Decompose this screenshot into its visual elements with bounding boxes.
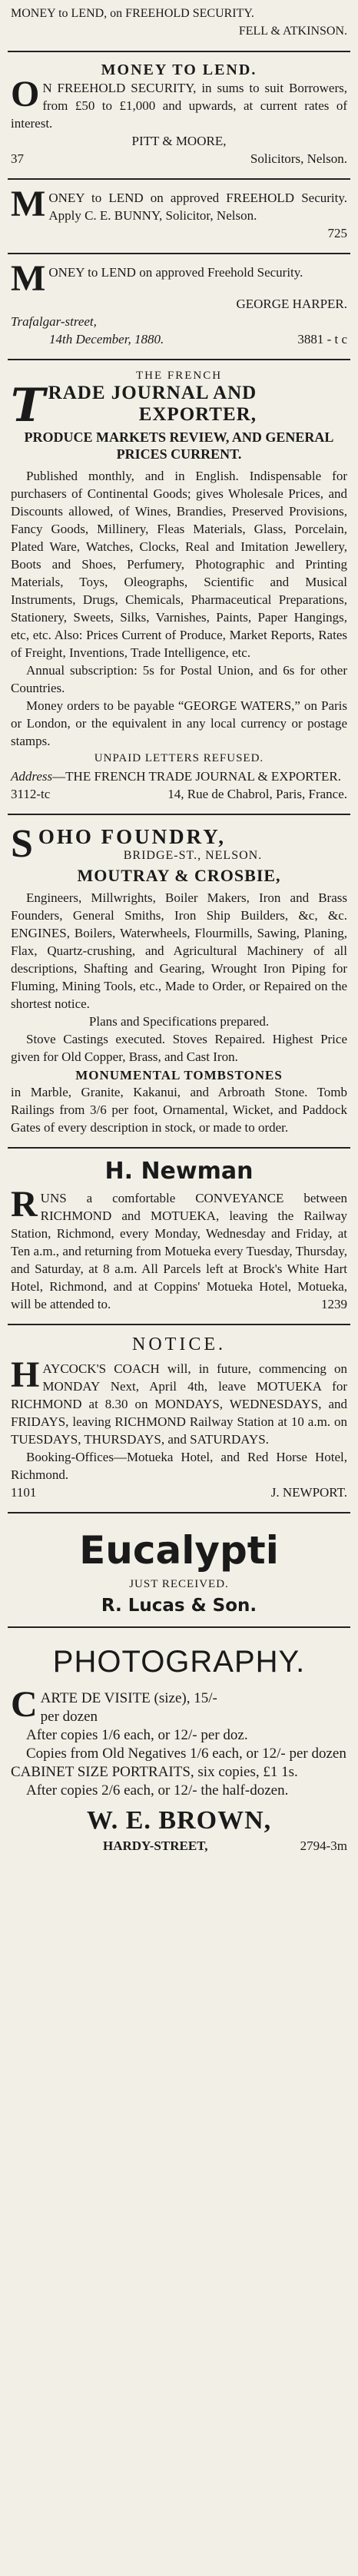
drop-cap: S (11, 821, 35, 866)
divider (8, 51, 350, 52)
ad-soho-street: BRIDGE-ST., NELSON. (123, 848, 263, 862)
ad-soho-title: OHO FOUNDRY, (38, 824, 226, 848)
ad-french-address: —THE FRENCH TRADE JOURNAL & EXPORTER. (52, 768, 341, 784)
divider (8, 1324, 350, 1325)
ad-eucalypti-received: JUST RECEIVED. (129, 1577, 229, 1590)
ad-fell-text: MONEY to LEND, on FREEHOLD SECURITY. (11, 7, 254, 20)
ad-french-refused: UNPAID LETTERS REFUSED. (94, 751, 264, 764)
divider (8, 1626, 350, 1628)
ad-ref-number: 37 (11, 151, 24, 166)
divider (8, 814, 350, 815)
ad-french-subtitle: PRODUCE MARKETS REVIEW, AND GENERAL PRICES CURRENT. (24, 429, 334, 462)
ad-french-trade-journal (8, 363, 350, 811)
ad-photo-name: W. E. BROWN, (86, 1805, 272, 1835)
ad-soho-firm: MOUTRAY & CROSBIE, (77, 865, 281, 885)
ad-ref-number: 1101 (11, 1484, 37, 1500)
drop-cap: R (11, 1183, 38, 1225)
ad-soho-tomb: in Marble, Granite, Kakanui, and Arbroath Stone. Tomb Railings from 3/6 per foot, Ornamental, Wicket, and Paddock Gates of every description in stock, or made to order. (11, 1084, 347, 1135)
ad-haycock-offices: Booking-Offices—Motueka Hotel, and Red Horse Hotel, Richmond. (11, 1449, 347, 1482)
ad-ref-number: 1239 (321, 1296, 347, 1311)
ad-french-title1: RADE JOURNAL AND (48, 382, 257, 403)
drop-cap: H (11, 1354, 40, 1395)
divider (8, 359, 350, 360)
ad-eucalypti-firm: R. Lucas & Son. (101, 1595, 257, 1616)
ad-french-kicker: THE FRENCH (135, 369, 223, 382)
ad-soho-tomb-heading: MONUMENTAL TOMBSTONES (75, 1067, 283, 1082)
ad-pitt-role: Solicitors, Nelson. (250, 151, 347, 166)
ad-photo-line2: After copies 1/6 each, or 12/- per doz. (26, 1726, 248, 1743)
ad-haycock-body: AYCOCK'S COACH will, in future, commencing on MONDAY Next, April 4th, leave MOTUEKA for RICHMOND at 8.30 on MONDAYS, WEDNESDAYS, and FRIDAYS, leaving RICHMOND Railway Station at 10 a.m. on TUESDAYS, THURSDAYS, and SATURDAYS. (11, 1361, 347, 1447)
ad-photo-line1a: ARTE DE VISITE (size), 15/- (40, 1689, 217, 1706)
ad-soho-plans: Plans and Specifications prepared. (88, 1013, 270, 1029)
ad-soho-foundry (8, 818, 350, 1144)
divider (8, 253, 350, 254)
drop-cap: O (11, 74, 40, 114)
ad-ref-number: 3881 - t c (297, 331, 347, 346)
ad-fell-atkinson (8, 5, 350, 48)
ad-pitt-moore (8, 55, 350, 175)
newspaper-column (8, 0, 350, 1862)
ad-soho-stove: Stove Castings executed. Stoves Repaired. Highest Price given for Old Copper, Brass, and Cast Iron. (11, 1031, 347, 1064)
ad-pitt-heading: MONEY TO LEND. (101, 61, 257, 78)
ad-french-address-label: Address (11, 768, 53, 784)
ad-ref-number: 725 (327, 226, 347, 240)
drop-cap: M (11, 184, 46, 224)
ad-harper-date: 14th December, 1880. (49, 331, 164, 346)
ad-photo-after: After copies 2/6 each, or 12/- the half-dozen. (26, 1782, 289, 1799)
ad-newman-title: H. Newman (104, 1157, 254, 1185)
ad-haycock-notice: NOTICE. (132, 1334, 226, 1354)
ad-ref-number: 2794-3m (300, 1838, 347, 1853)
ad-french-body: Published monthly, and in English. Indispensable for purchasers of Continental Goods; gives Wholesale Prices, and Discounts allowed, of Wines, Brandies, Preserved Provisions, Fancy Goods, Millinery, Fleas Materials, Glass, Porcelain, Plated Ware, Watches, Clocks, Real and Imitation Jewellery, Boots and Shoes, Perfumery, Photographic and Printing Materials, Toys, Oleographs, Scientific and Musical Instruments, Drugs, Chemicals, Pharmaceutical Preparations, Stationery, Sweets, Silks, Varnishes, Paints, Paper Hangings, etc, etc. Also: Prices Current of Produce, Market Reports, Rates of Freight, Inventions, Trade Intelligence, etc. (11, 468, 347, 660)
ad-ref-number: 3112-tc (11, 786, 51, 801)
ad-bunny-body: ONEY to LEND on approved FREEHOLD Security. Apply C. E. BUNNY, Solicitor, Nelson. (48, 191, 347, 223)
ad-photo-line1b: per dozen (40, 1708, 98, 1725)
ad-harper-name: GEORGE HARPER. (236, 296, 347, 311)
ad-haycock-name: J. NEWPORT. (270, 1484, 347, 1500)
ad-photo-street: HARDY-STREET, (103, 1838, 208, 1853)
ad-harper-street: Trafalgar-street, (11, 313, 97, 329)
ad-pitt-names: PITT & MOORE, (131, 134, 227, 148)
drop-cap: C (11, 1683, 38, 1725)
ad-newman (8, 1152, 350, 1321)
ad-photo-cabinet: CABINET SIZE PORTRAITS, six copies, £1 1s. (11, 1763, 298, 1780)
ad-bunny (8, 183, 350, 250)
ad-french-subscription: Annual subscription: 5s for Postal Union, and 6s for other Countries. (11, 662, 347, 695)
ad-french-orders: Money orders to be payable “GEORGE WATERS,” on Paris or London, or the equivalent in any local currency or postage stamps. (11, 698, 347, 748)
ad-photography (8, 1631, 350, 1862)
ad-soho-body: Engineers, Millwrights, Boiler Makers, Iron and Brass Founders, General Smiths, Iron Ship Builders, &c, &c. ENGINES, Boilers, Waterwheels, Flourmills, Sawing, Planing, Flax, Quartz-crushing, and Agricultural Machinery of all descriptions, Shafting and Gearing, Wrought Iron Piping for Fluming, Mining Tools, etc., Made to Order, or Repaired on the shortest notice. (11, 890, 347, 1011)
drop-cap: T (11, 378, 45, 433)
ad-harper (8, 257, 350, 356)
ad-eucalypti-title: Eucalypti (79, 1527, 279, 1573)
ad-haycock-coach (8, 1328, 350, 1509)
divider (8, 1512, 350, 1513)
drop-cap: M (11, 258, 46, 299)
ad-harper-body: ONEY to LEND on approved Freehold Security. (48, 265, 303, 280)
ad-french-street: 14, Rue de Chabrol, Paris, France. (167, 786, 347, 801)
ad-eucalypti (8, 1517, 350, 1623)
ad-newman-body: UNS a comfortable CONVEYANCE between RICHMOND and MOTUEKA, leaving the Railway Station, Richmond, every Monday, Wednesday and Friday, at Ten a.m., and returning from Motueka every Tuesday, Thursday, and Saturday, at 8 a.m. All Parcels left at Brock's White Hart Hotel, Richmond, and at Coppins' Motueka Hotel, Motueka, will be attended to. (11, 1190, 347, 1311)
ad-pitt-body: N FREEHOLD SECURITY, in sums to suit Borrowers, from £50 to £1,000 and upwards, at current rates of interest. (11, 81, 347, 131)
divider (8, 178, 350, 180)
ad-fell-advertiser: FELL & ATKINSON. (238, 25, 347, 38)
ad-photo-title: PHOTOGRAPHY. (52, 1644, 306, 1679)
ad-photo-line3: Copies from Old Negatives 1/6 each, or 12/- per dozen (26, 1745, 346, 1762)
divider (8, 1147, 350, 1149)
ad-french-title2: EXPORTER, (138, 403, 257, 425)
